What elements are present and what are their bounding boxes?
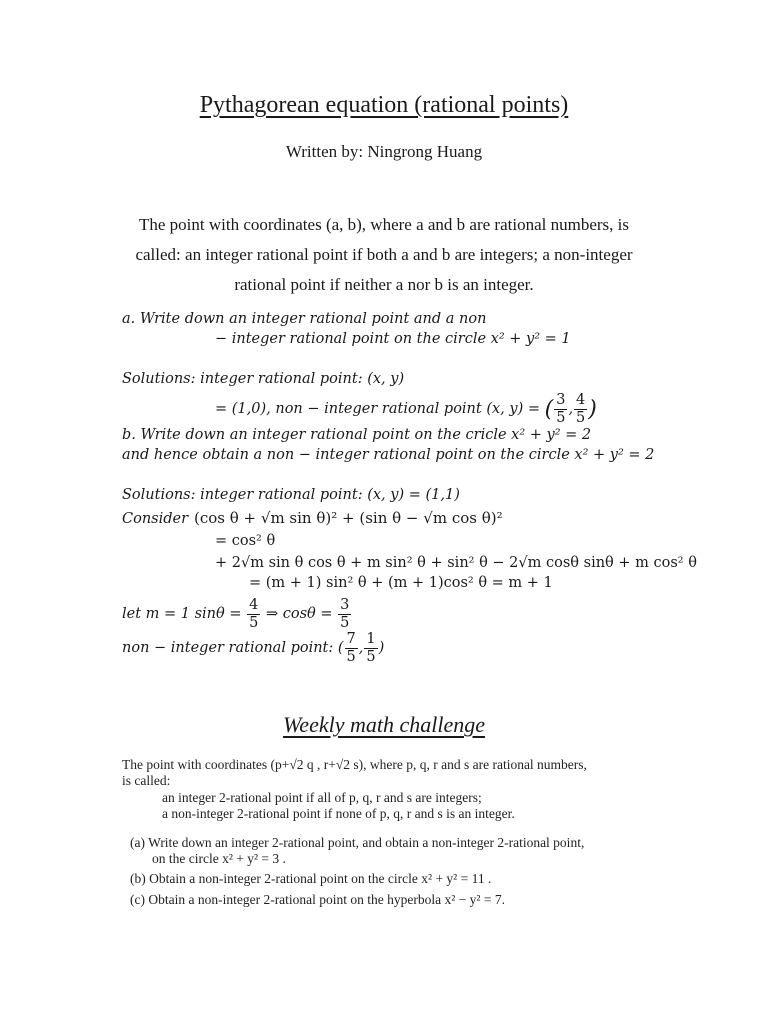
- challenge-heading: Weekly math challenge: [283, 712, 485, 737]
- part-a-question-line-1: a. Write down an integer rational point and a non: [122, 311, 487, 327]
- part-b-question-line-2: and hence obtain a non − integer rational point on the circle x² + y² = 2: [122, 447, 655, 463]
- fraction-3-5: $\frac{3}{5}$: [556, 392, 566, 426]
- step-1: = cos² θ: [215, 533, 276, 549]
- challenge-line-1: The point with coordinates (p+√2 q , r+√2 s), where p, q, r and s are rational numbers,: [122, 757, 587, 772]
- challenge-question-c: (c) Obtain a non-integer 2-rational point on the hyperbola x² − y² = 7.: [130, 892, 505, 907]
- left-paren: (: [544, 397, 554, 422]
- non-integer-point-text: non − integer rational point: (: [122, 640, 344, 656]
- part-b-question-line-1: b. Write down an integer rational point on the cricle x² + y² = 2: [122, 427, 592, 443]
- fraction-3-5: $\frac{3}{5}$: [340, 597, 350, 631]
- non-integer-point-line: non − integer rational point: ( $\frac{7}{5}$ , $\frac{1}{5}$ ): [122, 631, 385, 665]
- intro-line-2: called: an integer rational point if both a and b are integers; a non-integer: [135, 245, 633, 264]
- part-a-solution-line-2: = (1,0), non − integer rational point (x, y) = ( $\frac{3}{5}$ , $\frac{4}{5}$ ): [215, 392, 597, 426]
- implies-text: ⇒ cosθ =: [265, 606, 333, 622]
- fraction-4-5: $\frac{4}{5}$: [249, 597, 259, 631]
- let-line: [122, 598, 352, 630]
- intro-line-1: The point with coordinates (a, b), where a and b are rational numbers, is: [138, 215, 629, 234]
- fraction-7-5: $\frac{7}{5}$: [346, 631, 356, 665]
- fraction-1-5: $\frac{1}{5}$: [366, 631, 376, 665]
- challenge-definition-non-integer: a non-integer 2-rational point if none of p, q, r and s is an integer.: [162, 806, 515, 821]
- part-a-question-line-2: − integer rational point on the circle x² + y² = 1: [215, 331, 571, 347]
- let-text: let m = 1 sinθ =: [122, 606, 242, 622]
- part-a-solution-text: = (1,0), non − integer rational point (x, y) =: [215, 401, 540, 417]
- challenge-question-b: (b) Obtain a non-integer 2-rational point on the circle x² + y² = 11 .: [130, 871, 492, 886]
- challenge-question-a-line-1: (a) Write down an integer 2-rational point, and obtain a non-integer 2-rational point,: [130, 835, 585, 850]
- page-title: Pythagorean equation (rational points): [199, 92, 569, 118]
- right-paren: ): [588, 397, 597, 422]
- step-2: + 2√m sin θ cos θ + m sin² θ + sin² θ − 2√m cosθ sinθ + m cos² θ: [215, 555, 697, 571]
- fraction-4-5: $\frac{4}{5}$: [576, 392, 586, 426]
- challenge-definition-integer: an integer 2-rational point if all of p, q, r and s are integers;: [162, 790, 482, 805]
- part-b-solution-line: Solutions: integer rational point: (x, y) = (1,1): [122, 487, 460, 503]
- challenge-question-a-line-2: on the circle x² + y² = 3 .: [152, 851, 286, 866]
- author-line: Written by: Ningrong Huang: [285, 142, 483, 161]
- step-3: = (m + 1) sin² θ + (m + 1)cos² θ = m + 1: [249, 575, 553, 591]
- part-a-solution-line-1: Solutions: integer rational point: (x, y): [122, 371, 405, 387]
- intro-line-3: rational point if neither a nor b is an integer.: [234, 275, 534, 294]
- consider-label: Consider: [122, 511, 189, 527]
- consider-expression: (cos θ + √m sin θ)² + (sin θ − √m cos θ)²: [194, 509, 503, 527]
- challenge-line-2: is called:: [122, 773, 171, 788]
